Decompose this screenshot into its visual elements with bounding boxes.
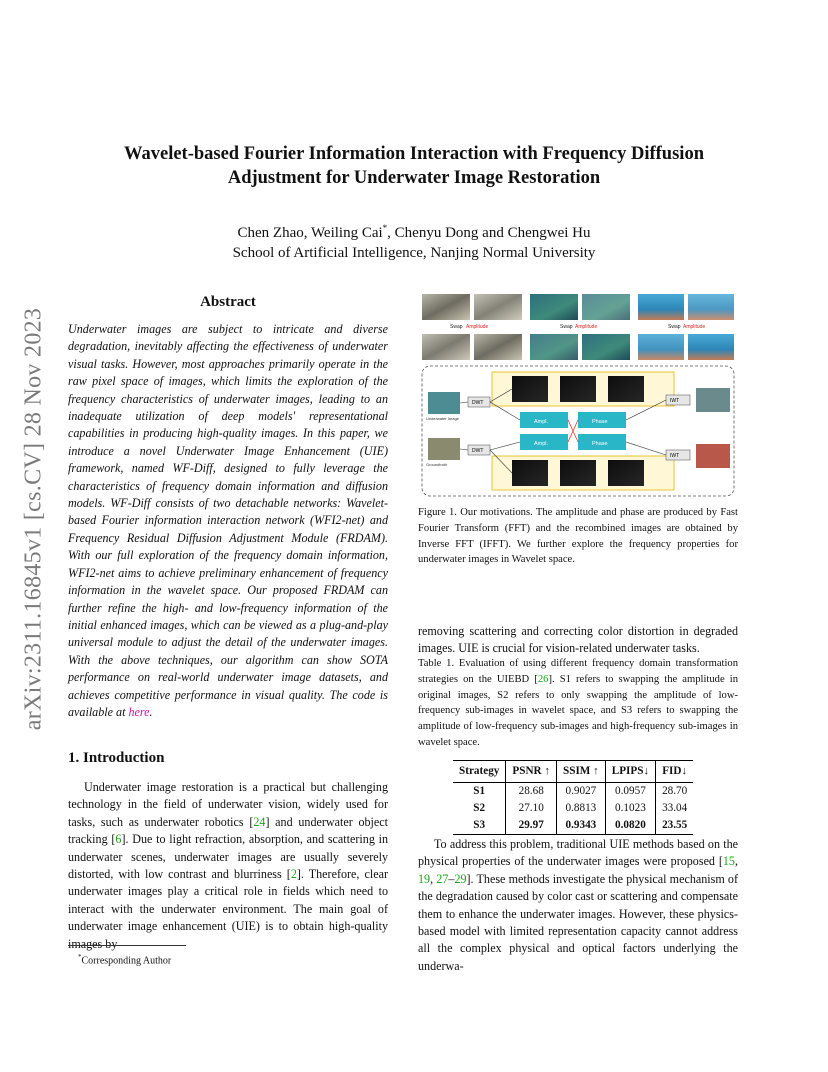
col-fid: FID↓ [662, 765, 688, 777]
arxiv-stamp [14, 282, 54, 756]
svg-text:Underwater Image: Underwater Image [426, 416, 459, 421]
paper-title [60, 142, 768, 190]
example-group-1 [422, 294, 522, 360]
example-group-2 [530, 294, 630, 360]
code-link[interactable]: here [128, 704, 150, 719]
svg-text:DWT: DWT [472, 400, 484, 406]
citation-link[interactable]: 29 [454, 871, 467, 886]
title-line-2: Adjustment for Underwater Image Restoration [227, 168, 601, 188]
citation-link[interactable]: 24 [253, 814, 266, 829]
citation-link[interactable]: 27 [436, 871, 449, 886]
table-row: S1 28.68 0.9027 0.0957 28.70 [453, 783, 693, 801]
table-row: S3 29.97 0.9343 0.0820 23.55 [453, 817, 693, 835]
footnote: *Corresponding Author [78, 953, 172, 967]
col-psnr: PSNR ↑ [506, 761, 557, 783]
citation-link[interactable]: 6 [115, 832, 122, 847]
figure-1-caption: Figure 1. Our motivations. The amplitude and phase are produced by Fast Fourier Transform (FFT) and the recombined images are obtained by Inverse FFT (IFFT). We further explore the frequency properties for underwater images in Wavelet space. [418, 507, 738, 566]
example-group-3 [638, 294, 734, 360]
title-line-1: Wavelet-based Fourier Information Interaction with Frequency Diffusion [124, 144, 704, 164]
svg-text:IWT: IWT [670, 398, 680, 404]
section-heading-introduction: 1. Introduction [68, 750, 165, 766]
author-names: Chen Zhao, Weiling Cai*, Chenyu Dong and Chengwei Hu [237, 223, 591, 241]
swap-label: Swap [450, 324, 463, 330]
col-strategy: Strategy [453, 761, 506, 783]
svg-text:Swap: Swap [560, 324, 573, 330]
table-1-caption: Table 1. Evaluation of using different frequency domain transformation strategies on the UIEBD [26]. S1 refers to swapping the amplitude in original images, S2 refers to only swapping the amplitude of low-frequency sub-images in wavelet space, and S3 refers to swapping the amplitude of low-frequency sub-images and high-frequency sub-images in wavelet space. [418, 658, 738, 748]
svg-text:Phase: Phase [592, 441, 608, 447]
abstract-body: Underwater images are subject to intricate and diverse degradation, inevitably affecting the effectiveness of underwater visual tasks. However, most approaches primarily operate in the raw pixel space of images, which limits the exploration of the frequency characteristics of underwater images, leading to an inadequate utilization of deep models' representational capabilities in producing high-quality images. In this paper, we introduce a novel Underwater Image Enhancement (UIE) framework, named WF-Diff, designed to fully leverage the characteristics of frequency domain information and diffusion models. WF-Diff consists of two detachable networks: Wavelet-based Fourier information interaction network (WFI2-net) and Frequency Residual Diffusion Adjustment Module (FRDAM). With our full exploration of the frequency domain information, WFI2-net aims to achieve preliminary enhancement of frequency information in the wavelet space. Our proposed FRDAM can further refine the high- and low-frequency information of the initial enhanced images, which can be viewed as a plug-and-play universal module to adjust the detail of the underwater images. With the above techniques, our algorithm can show SOTA performance on real-world underwater image datasets, and achieves competitive performance in visual quality. The code is available at here. [68, 322, 388, 719]
svg-text:DWT: DWT [472, 448, 484, 454]
svg-text:Amplitude: Amplitude [683, 324, 706, 330]
svg-text:Amplitude: Amplitude [575, 324, 598, 330]
citation-link[interactable]: 15 [722, 854, 735, 869]
citation-link[interactable]: 2 [290, 867, 297, 882]
svg-text:Groundtruth: Groundtruth [426, 462, 448, 467]
citation-link[interactable]: 26 [537, 673, 549, 685]
footnote-rule [68, 945, 186, 946]
svg-text:IWT: IWT [670, 453, 680, 459]
arxiv-id: arXiv:2311.16845v1 [cs.CV] 28 Nov 2023 [20, 307, 47, 731]
right-paragraph-1: removing scattering and correcting color distortion in degraded images. UIE is crucial for vision-related underwater tasks. [418, 624, 738, 656]
table-row: S2 27.10 0.8813 0.1023 33.04 [453, 800, 693, 817]
corresponding-mark: * [382, 223, 388, 233]
table-header-row [453, 761, 693, 783]
affiliation: School of Artificial Intelligence, Nanjing Normal University [232, 245, 596, 261]
author-block [60, 218, 768, 263]
col-lpips: LPIPS↓ [605, 761, 655, 783]
svg-text:Phase: Phase [592, 419, 608, 425]
svg-text:Ampl.: Ampl. [534, 441, 549, 447]
figure-1-diagram [420, 288, 736, 498]
right-paragraph-2: To address this problem, traditional UIE methods based on the physical properties of the underwater images were proposed [15, 19, 27–29]. These methods investigate the physical mechanism of the degradation caused by color cast or scattering and compensate them to enhance the underwater images. However, these physics-based model with limited representation capacity cannot address all the complex physical and optical factors underlying the underwa- [418, 837, 739, 973]
citation-link[interactable]: 19 [418, 871, 431, 886]
abstract-heading: Abstract [200, 294, 256, 310]
svg-text:Amplitude: Amplitude [466, 324, 489, 330]
svg-text:Ampl.: Ampl. [534, 419, 549, 425]
intro-paragraph: Underwater image restoration is a practical but challenging technology in the field of underwater vision, widely used for tasks, such as underwater robotics [24] and underwater object tracking [6]. Due to light refraction, absorption, and scattering in underwater scenes, underwater images are usually severely distorted, with low contrast and blurriness [2]. Therefore, clear underwater images play a critical role in fields which need to interact with the underwater environment. The main goal of underwater image enhancement (UIE) is to obtain high-quality images by [68, 780, 388, 951]
col-ssim: SSIM ↑ [557, 761, 606, 783]
figure-1 [420, 288, 736, 498]
results-table [453, 760, 693, 835]
svg-text:Swap: Swap [668, 324, 681, 330]
